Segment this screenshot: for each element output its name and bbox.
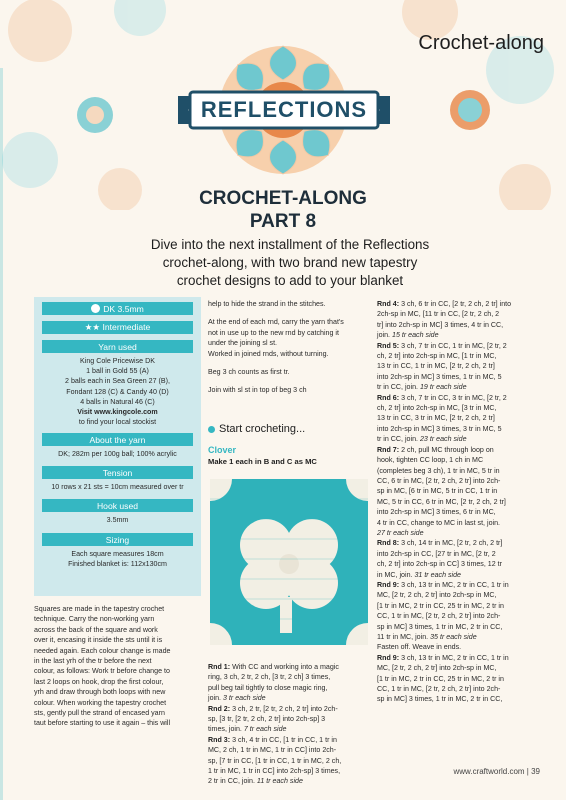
round-block [208, 662, 373, 704]
intro-line: Dive into the next installment of the Reflections [150, 237, 430, 252]
yarn-line: to find your local stockist [78, 418, 157, 427]
round-line: into 2ch-sp in MC] 3 times, 3 tr in MC, 5 [377, 424, 502, 433]
round-block [377, 393, 537, 445]
body-line: taut before starting to use it again – this will [34, 719, 171, 728]
round-line: 3 ch, 6 tr in CC, [2 tr, 2 ch, 2 tr] into [401, 300, 512, 308]
body-line: in the last yrh of the tr before the next [34, 657, 152, 666]
round-line: in MC, join. [377, 570, 413, 579]
yarn-used-text [38, 356, 197, 427]
hook-used-heading [42, 499, 193, 512]
reflections-banner [178, 90, 390, 130]
yarn-line: 2 balls each in Sea Green 27 (B), [65, 377, 170, 386]
body-line: technique. Carry the non-working yarn [34, 615, 155, 624]
body-line: help to hide the strand in the stitches. [208, 300, 326, 308]
difficulty-row [42, 321, 193, 334]
round-line: CC, 1 tr in MC, [2 tr, 2 ch, 2 tr] into 2ch- [377, 612, 501, 621]
round-line: tr] into 2ch-sp in MC] 3 times, 4 tr in CC, [377, 320, 504, 329]
clover-title: Clover [208, 445, 237, 455]
yarn-ball-icon [91, 304, 100, 313]
headline-line2: PART 8 [249, 211, 317, 232]
round-stitch-count: 3 tr each side [223, 694, 266, 703]
round-line: 4 tr in CC, change to MC in last st, join. [377, 518, 501, 527]
round-line: 3 ch, 13 tr in MC, 2 tr in CC, 1 tr in [401, 580, 509, 589]
round-line: With CC and working into a magic [232, 663, 339, 671]
round-stitch-count: 19 tr each side [419, 383, 467, 392]
about-yarn-label: About the yarn [89, 434, 146, 445]
bullet-icon [208, 426, 215, 433]
round-label: Rnd 4: [377, 300, 400, 308]
round-stitch-count: 11 tr each side [256, 777, 303, 786]
round-label: Rnd 7: [377, 445, 400, 454]
round-line: pull beg tail tightly to close magic ring, [208, 683, 328, 692]
round-line: into 2ch-sp in CC, [27 tr in MC, [2 tr, 2 [377, 549, 496, 558]
headline-line1: CROCHET-ALONG [199, 188, 367, 209]
round-line: sp in MC] 3 times, 1 tr in MC, 2 tr in CC, [377, 695, 503, 704]
body-line: not in use up to the new rnd by catching it [208, 328, 339, 337]
round-line: CC, 1 tr in MC, [2 tr, 2 ch, 2 tr] into 2ch- [377, 685, 501, 694]
body-line: Worked in joined rnds, without turning. [208, 349, 329, 358]
hook-used-text: 3.5mm [106, 516, 129, 524]
round-line: MC, 5 tr in CC, 6 tr in MC, [2 tr, 2 ch, 2 tr] [377, 497, 506, 506]
round-label: Rnd 8: [377, 539, 400, 548]
sizing-text [38, 549, 197, 569]
round-line: 3 ch, 4 tr in CC, [1 tr in CC, 1 tr in [232, 735, 337, 744]
round-line: ch, 2 tr] into 2ch-sp in MC, [1 tr in MC, [377, 352, 497, 361]
round-line: 2 ch, pull MC through loop on [401, 445, 494, 454]
round-block [377, 445, 537, 539]
about-yarn-heading [42, 433, 193, 446]
round-line: 3 ch, 14 tr in MC, [2 tr, 2 ch, 2 tr] [401, 539, 503, 548]
round-line: tr in CC, join. [377, 383, 418, 392]
round-line: times, join. [208, 725, 242, 734]
notes-text [208, 299, 373, 396]
yarn-line: 4 balls in Natural 46 (C) [80, 397, 155, 406]
round-label: Rnd 3: [208, 735, 231, 744]
body-line: across the back of the square and work [34, 625, 158, 634]
hook-used-label: Hook used [96, 500, 139, 511]
sizing-heading [42, 533, 193, 546]
tension-text: 10 rows x 21 sts = 10cm measured over tr [51, 483, 184, 491]
about-yarn-text: DK; 282m per 100g ball; 100% acrylic [58, 450, 177, 458]
yarn-line: 1 ball in Gold 55 (A) [86, 367, 149, 376]
sizing-line: Finished blanket is: 112x130cm [68, 560, 167, 569]
difficulty-label: ★★ Intermediate [84, 322, 151, 332]
fasten-off-note: Fasten off. Weave in ends. [377, 643, 462, 652]
round-line: 3 ch, 13 tr in MC, 2 tr in CC, 1 tr in [401, 653, 509, 662]
round-line: [1 tr in MC, 2 tr in CC, 25 tr in MC, 2 tr in [377, 601, 504, 610]
body-line: over it, encasing it inside the sts until it is [34, 636, 163, 645]
page-footer: www.craftworld.com | 39 [453, 767, 540, 776]
body-line: last 2 loops on hook, drop the first colour, [34, 677, 164, 686]
round-line: sp, [3 tr, [2 tr, 2 ch, 2 tr] into 2ch-sp] 3 [208, 715, 326, 724]
round-block [377, 580, 537, 642]
round-line: into 2ch-sp in MC] 3 times, 1 tr in MC, 5 [377, 372, 502, 381]
clover-rounds-col3 [377, 299, 537, 705]
round-line: MC, 2 ch, 1 tr in MC, 1 tr in CC] into 2ch- [208, 746, 337, 755]
round-line: ring, 3 ch, 2 tr, 2 ch, [3 tr, 2 ch] 3 times, [208, 673, 331, 682]
intro-text [120, 236, 460, 290]
round-block [208, 735, 373, 787]
round-line: sp, [7 tr in CC, [1 tr in CC, 1 tr in MC, 2 ch, [208, 756, 342, 765]
round-block [208, 704, 373, 735]
round-line: 3 ch, 2 tr, [2 tr, 2 ch, 2 tr] into 2ch- [232, 704, 338, 713]
body-line: At the end of each rnd, carry the yarn that's [208, 318, 344, 327]
body-line: Beg 3 ch counts as first tr. [208, 368, 290, 377]
intro-line: crochet designs to add to your blanket [176, 273, 404, 288]
round-stitch-count: 27 tr each side [377, 528, 424, 537]
round-line: ch, 2 tr] into 2ch-sp in MC, [3 tr in MC, [377, 404, 497, 413]
round-line: sp in MC, [6 tr in MC, 5 tr in CC, 1 tr in [377, 487, 498, 496]
sizing-line: Each square measures 18cm [71, 550, 164, 558]
body-line: needed again. Each colour change is made [34, 646, 171, 655]
body-line: Join with sl st in top of beg 3 ch [208, 386, 307, 395]
round-stitch-count: 31 tr each side [414, 570, 462, 579]
start-crocheting-heading [208, 423, 305, 435]
weight-hook-label: DK 3.5mm [103, 303, 144, 314]
round-line: ch, 2 tr] into 2ch-sp in CC] 3 times, 12 tr [377, 560, 502, 569]
round-line: join. [208, 694, 222, 703]
round-stitch-count: 7 tr each side [243, 725, 287, 734]
body-line: under the joining sl st. [208, 339, 278, 348]
round-line: 2ch-sp in MC, [11 tr in CC, [2 tr, 2 ch, 2 [377, 310, 500, 319]
round-label: Rnd 9: [377, 653, 400, 662]
round-line: 13 tr in CC, 1 tr in MC, [2 tr, 2 ch, 2 tr] [377, 362, 495, 371]
round-line: CC, 6 tr in MC, [2 tr, 2 ch, 2 tr] into 2ch- [377, 476, 501, 485]
clover-rounds-col2 [208, 662, 373, 787]
round-block [377, 653, 537, 705]
clover-square-photo [210, 479, 368, 645]
weight-hook-row [42, 302, 193, 315]
yarn-website-link[interactable]: Visit www.kingcole.com [77, 408, 158, 417]
round-label: Rnd 1: [208, 663, 231, 671]
round-line: 3 ch, 7 tr in CC, 3 tr in MC, [2 tr, 2 [401, 393, 507, 402]
round-block [377, 341, 537, 393]
round-line: 2 tr in CC, join. [208, 777, 255, 786]
tension-label: Tension [102, 467, 133, 478]
round-line: MC, [2 tr, 2 ch, 2 tr] into 2ch-sp in MC, [377, 591, 497, 600]
round-line: MC, [2 tr, 2 ch, 2 tr] into 2ch-sp in MC, [377, 664, 497, 673]
body-line: sts, gently pull the strand of encased yarn [34, 709, 165, 718]
round-line: join. [377, 331, 391, 340]
clover-make-note: Make 1 each in B and C as MC [208, 457, 317, 466]
yarn-line: Fondant 128 (C) & Candy 40 (D) [66, 387, 169, 396]
intro-line: crochet-along, with two brand new tapestry [162, 255, 418, 270]
section-tag: Crochet-along [418, 32, 544, 54]
start-crocheting-label: Start crocheting... [219, 423, 306, 435]
round-stitch-count: 35 tr each side [430, 633, 477, 641]
banner-title: REFLECTIONS [200, 97, 368, 122]
sizing-label: Sizing [105, 534, 130, 545]
round-line: 11 tr in MC, join. [377, 633, 429, 641]
round-line: into 2ch-sp in MC] 3 times, 6 tr in MC, [377, 508, 496, 517]
round-line: 1 tr in MC, 1 tr in CC] into 2ch-sp] 3 times, [208, 767, 341, 776]
round-line: sp in MC] 3 times, 1 tr in MC, 2 tr in CC, [377, 622, 503, 631]
round-line: [1 tr in MC, 2 tr in CC, 25 tr in MC, 2 tr in [377, 674, 504, 683]
round-block [377, 299, 537, 341]
round-label: Rnd 2: [208, 704, 231, 713]
round-label: Rnd 5: [377, 341, 400, 350]
round-stitch-count: 15 tr each side [392, 331, 439, 340]
tension-heading [42, 466, 193, 479]
round-stitch-count: 23 tr each side [419, 435, 467, 444]
round-line: tr in CC, join. [377, 435, 418, 444]
round-line: hook, tighten CC loop, 1 ch in MC [377, 456, 484, 465]
yarn-used-label: Yarn used [98, 341, 137, 352]
yarn-used-heading [42, 340, 193, 353]
left-edge-decoration [0, 68, 8, 800]
body-line: colour. When working the tapestry crochet [34, 698, 167, 707]
yarn-line: King Cole Pricewise DK [80, 357, 155, 365]
round-block [377, 538, 537, 580]
body-line: Squares are made in the tapestry crochet [34, 605, 165, 613]
body-line: colour, as follows: Work tr before change to [34, 667, 170, 676]
round-line: (completes beg 3 ch), 1 tr in MC, 5 tr in [377, 466, 500, 475]
technique-text [34, 604, 204, 729]
round-line: 3 ch, 7 tr in CC, 1 tr in MC, [2 tr, 2 [401, 341, 507, 350]
body-line: yrh and draw through both loops with new [34, 688, 166, 697]
round-label: Rnd 6: [377, 393, 400, 402]
round-line: 13 tr in CC, 3 tr in MC, [2 tr, 2 ch, 2 tr] [377, 414, 495, 423]
round-label: Rnd 9: [377, 580, 400, 589]
